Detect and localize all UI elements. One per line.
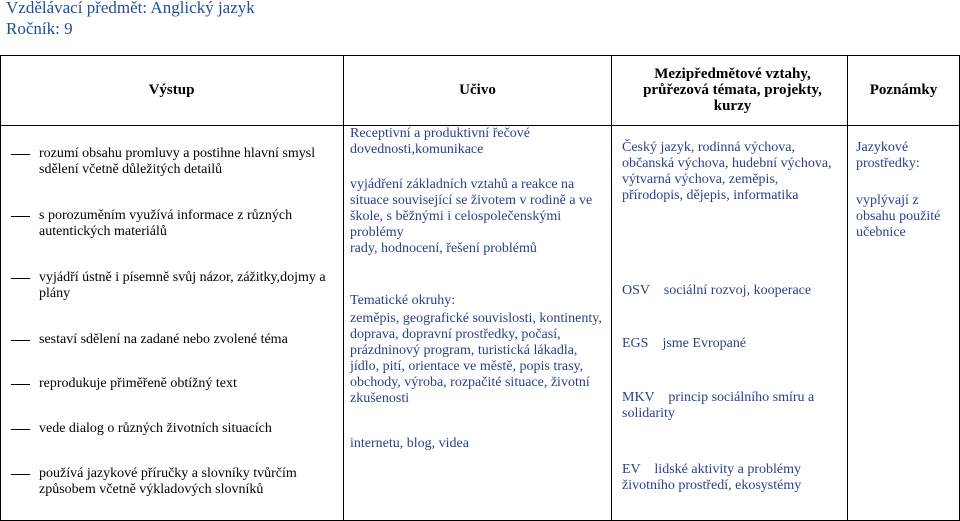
- vztahy-egs: EGS jsme Evropané: [622, 336, 747, 351]
- ucivo-internet: internetu, blog, videa: [350, 436, 469, 451]
- vztahy-osv: OSV sociální rozvoj, kooperace: [622, 283, 812, 298]
- dash-bullet: [11, 216, 30, 217]
- vztahy-ev: EV lidské aktivity a problémy životního prostředí, ekosystémy: [622, 462, 805, 493]
- outcome-item: [0, 421, 329, 437]
- subject-title: Vzdělávací předmět: Anglický jazyk: [6, 0, 255, 17]
- outcome-text: používá jazykové příručky a slovníky tvůrčím způsobem včetně výkladových slovníků: [39, 466, 297, 497]
- ucivo-topics: zeměpis, geografické souvislosti, kontinenty, doprava, dopravní prostředky, počasí, prázdninový program, turistická lákadla, jídlo, pití, orientace ve městě, popis trasy, obchody, výroba, rozpačité situace, životní zkušenosti: [350, 311, 602, 406]
- header-poznamky: Poznámky: [869, 82, 938, 98]
- curriculum-table: [0, 55, 960, 521]
- ucivo-relations: vyjádření základních vztahů a reakce na situace související se životem v rodině a ve škole, s běžnými i celospolečenskými problémy: [350, 177, 593, 240]
- header-ucivo: Učivo: [459, 82, 496, 98]
- header-vystup: Výstup: [148, 82, 195, 98]
- vztahy-subjects: Český jazyk, rodinná výchova, občanská výchova, hudební výchova, výtvarná výchova, zeměpis, přírodopis, dějepis, informatika: [622, 140, 832, 203]
- ucivo-advice: rady, hodnocení, řešení problémů: [350, 241, 537, 256]
- dash-bullet: [11, 340, 30, 341]
- dash-bullet: [11, 474, 30, 475]
- outcome-text: vede dialog o různých životních situacích: [39, 421, 272, 436]
- dash-bullet: [11, 278, 30, 279]
- dash-bullet: [11, 154, 30, 155]
- ucivo-skills: Receptivní a produktivní řečové dovednosti,komunikace: [350, 126, 530, 157]
- outcome-item: [0, 146, 329, 178]
- vztahy-mkv: MKV princip sociálního smíru a solidarity: [622, 390, 818, 421]
- outcome-item: [0, 332, 329, 348]
- column-divider: [611, 55, 612, 521]
- dash-bullet: [11, 429, 30, 430]
- outcome-text: sestaví sdělení na zadané nebo zvolené téma: [39, 332, 288, 347]
- document-header: [6, 0, 255, 39]
- outcome-text: vyjádří ústně i písemně svůj názor, zážitky,dojmy a plány: [39, 270, 326, 301]
- outcome-text: s porozuměním využívá informace z různých autentických materiálů: [39, 208, 293, 239]
- ucivo-topics-title: Tematické okruhy:: [350, 293, 456, 308]
- header-vztahy: Mezipředmětové vztahy, průřezová témata, projekty, kurzy: [643, 66, 822, 114]
- grade-label: Ročník: 9: [6, 19, 73, 38]
- poznamky-text: vyplývají z obsahu použité učebnice: [856, 193, 941, 240]
- outcome-item: [0, 208, 329, 240]
- outcome-item: [0, 270, 329, 302]
- outcome-item: [0, 466, 329, 498]
- outcome-item: [0, 376, 329, 392]
- outcome-text: reprodukuje přiměřeně obtížný text: [39, 376, 237, 391]
- poznamky-title: Jazykové prostředky:: [856, 140, 920, 171]
- outcome-text: rozumí obsahu promluvy a postihne hlavní smysl sdělení včetně důležitých detailů: [39, 146, 316, 177]
- dash-bullet: [11, 384, 30, 385]
